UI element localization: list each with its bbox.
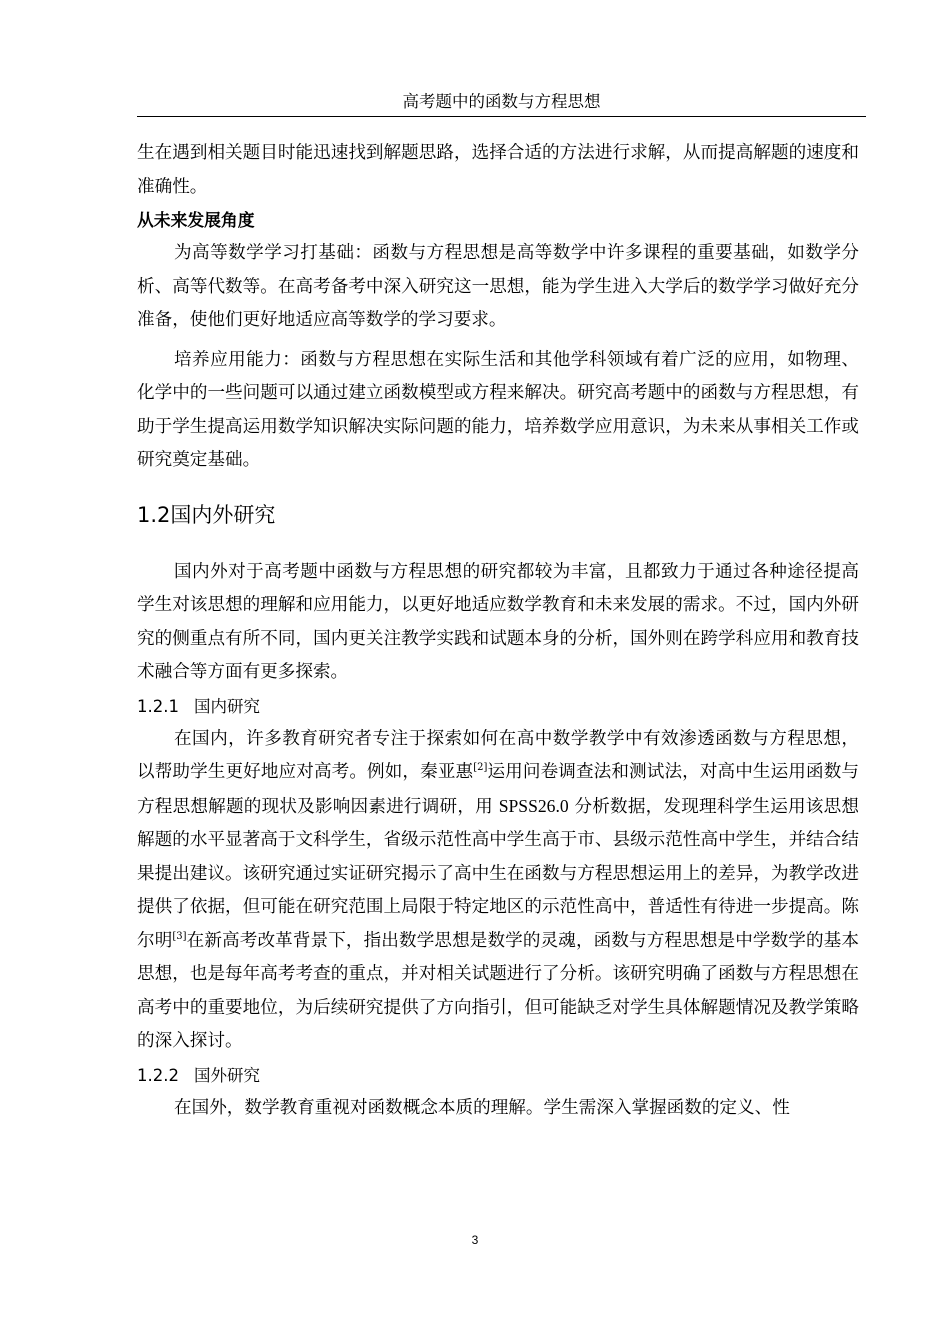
section-heading-1-2-1 [137,690,859,723]
header-rule [137,116,866,117]
body-text [137,137,859,1125]
paragraph-foreign-research: 在国外，数学教育重视对函数概念本质的理解。学生需深入掌握函数的定义、性 [174,1097,790,1118]
paragraph-future-2: 培养应用能力：函数与方程思想在实际生活和其他学科领域有着广泛的应用，如物理、化学中的一些问题可以通过建立函数模型或方程来解决。研究高考题中的函数与方程思想，有助于学生提高运用数学知识解决实际问题的能力，培养数学应用意识，为未来从事相关工作或研究奠定基础。 [137,349,859,470]
section-title: 国外研究 [194,1065,260,1085]
text-run: 在新高考改革背景下，指出数学思想是数学的灵魂，函数与方程思想是中学数学的基本思想，也是每年高考考查的重点，并对相关试题进行了分析。该研究明确了函数与方程思想在高考中的重要地位，为后续研究提供了方向指引，但可能缺乏对学生具体解题情况及教学策略的深入探讨。 [137,930,859,1051]
software-name: SPSS26.0 [498,795,569,816]
paragraph-1-2-intro: 国内外对于高考题中函数与方程思想的研究都较为丰富，且都致力于通过各种途径提高学生对该思想的理解和应用能力，以更好地适应数学教育和未来发展的需求。不过，国内外研究的侧重点有所不同，国内更关注教学实践和试题本身的分析，国外则在跨学科应用和教育技术融合等方面有更多探索。 [137,561,859,682]
section-number: 1.2.1 [137,696,179,716]
page-number: 3 [471,1233,479,1247]
text-run: 运用问卷调查法和测试法，对高中生运用函数与方程思想解题的现状及影响因素进行调研，用 [137,762,859,817]
text-run: 分析数据，发现理科学生运用该思想解题的水平显著高于文科学生，省级示范性高中学生高于市、县级示范性高中学生，并结合结果提出建议。该研究通过实证研究揭示了高中生在函数与方程思想运用上的差异，为教学改进提供了依据，但可能在研究范围上局限于特定地区的示范性高中，普适性有待进一步提高。陈尔明 [137,796,859,951]
paragraph-continuation: 生在遇到相关题目时能迅速找到解题思路，选择合适的方法进行求解，从而提高解题的速度和准确性。 [137,143,859,197]
paragraph-future-1: 为高等数学学习打基础：函数与方程思想是高等数学中许多课程的重要基础，如数学分析、高等代数等。在高考备考中深入研究这一思想，能为学生进入大学后的数学学习做好充分准备，使他们更好地适应高等数学的学习要求。 [137,243,859,330]
citation-2: [2] [473,762,488,773]
section-title: 国内研究 [194,696,260,716]
section-number: 1.2.2 [137,1065,179,1085]
section-heading-1-2-2 [137,1059,859,1092]
subheading-future: 从未来发展角度 [137,210,255,230]
section-heading-1-2: 1.2国内外研究 [137,502,276,527]
citation-3: [3] [172,930,187,942]
text-run: 在国内，许多教育研究者专注于探索如何在高中数学教学中有效渗透函数与方程思想，以帮助学生更好地应对高考。例如，秦亚惠 [137,728,859,782]
running-header: 高考题中的函数与方程思想 [402,92,601,111]
paragraph-domestic-research [137,723,859,1059]
